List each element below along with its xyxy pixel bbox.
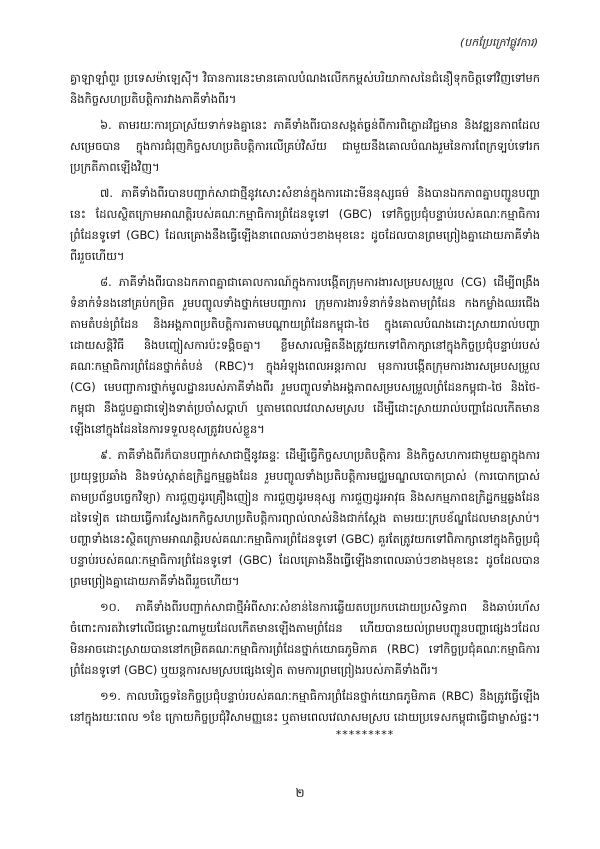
paragraph-intro: គ្វាឡាឡាំពួរ ប្រទេសម៉ាឡេស៊ី។ វិធានការនេះមានគោលបំណងលើកកម្ពស់បរិយាកាសនៃជំនឿទុកចិត្តទៅវិញទៅមក និងកិច្ចសហប្រតិបត្តិការវាងភាគីទាំងពីរ។ bbox=[70, 71, 540, 106]
paragraph-9: ៩. ភាគីទាំងពីរក៏បានបញ្ជាក់សាជាថ្មីនូវឆន្ទៈ ដើម្បីធ្វើកិច្ចសហប្រតិបត្តិការ និងកិច្ចសហការជាមួយគ្នាក្នុងការប្រយុទ្ធប្រឆាំង និងទប់ស្កាត់ឧក្រិដ្ឋកម្មឆ្លងដែន រួមបញ្ចូលទាំងប្រតិបត្តិការមជ្ឈមណ្ឌលបោកប្រាស់ (ការបោកប្រាស់តាមប្រព័ន្ធបច្ចេកវិទ្យា) ការជួញដូរគ្រឿងញៀន ការជួញដូរមនុស្ស ការជួញដូរអាវុធ និងសកម្មភាពឧក្រិដ្ឋកម្មឆ្លងដែនដទៃទៀត ដោយធ្វើការស្វែងរកកិច្ចសហប្រតិបត្តិការព្យាល់លាស់និងជាក់ស្តែង តាមរយៈក្របខ័ណ្ឌដែលមានស្រាប់។ បញ្ហាទាំងនេះស្ថិតក្រោមអាណត្តិរបស់គណៈកម្មាធិការព្រំដែនទូទៅ (GBC) គួរតែត្រូវយកទៅពិភាក្សានៅក្នុងកិច្ចប្រជុំបន្ទាប់របស់គណៈកម្មាធិការព្រំដែនទូទៅ (GBC) ដែលគ្រោងនឹងធ្វើឡើងនាពេលឆាប់ៗខាងមុខនេះ ដូចដែលបានព្រមព្រៀងគ្នាដោយភាគីទាំងពីររួចហើយ។ bbox=[70, 448, 540, 588]
paragraph-6: ៦. តាមរយៈការប្រាស្រ័យទាក់ទងគ្នានេះ ភាគីទាំងពីរបានសង្កត់ធ្ងន់ពីការពិភ្លោដវិជ្ជមាន និងវឌ្ឍនភាពដែលសម្រេចបាន ក្នុងការជំរុញកិច្ចសហប្រតិបត្តិការលើគ្រប់វិស័យ ជាមួយនឹងគោលបំណងរួមនៃការពែក្រទ្បប់ទៅរកប្រក្រតីភាពឡើងវិញ។ bbox=[70, 118, 540, 174]
paragraph-11: ១១. កាលបរិច្ឆេទនៃកិច្ចប្រជុំបន្ទាប់របស់គណៈកម្មាធិការព្រំដែនថ្នាក់យោធភូមិភាគ (RBC) នឹងត្រូវធ្វើឡើងនៅក្នុងរយៈពេល ១ខែ ក្រោយកិច្ចប្រជុំវិសាមញ្ញនេះ ឬតាមពេលវេលាសមស្រប ដោយប្រទេសកម្ពុជាធ្វើជាម្ចាស់ផ្ទះ។ bbox=[70, 689, 540, 724]
paragraph-10: ១០. ភាគីទាំងពីរបញ្ជាក់សាជាថ្មីអំពីសារៈសំខាន់នៃការឆ្លើយតបប្រកបដោយប្រសិទ្ធភាព និងឆាប់រហ័សចំពោះការតវ៉ាទៅលើជម្លោះណាមួយដែលកើតមានឡើងតាមព្រំដែន ហើយបានយល់ព្រមបញ្ជូនបញ្ហាផ្សេងៗដែលមិនអាចដោះស្រាយបាននៅកម្រិតគណៈកម្មាធិការព្រំដែនថ្នាក់យោធភូមិភាគ (RBC) ទៅកិច្ចប្រជុំគណៈកម្មាធិការព្រំដែនទូទៅ (GBC) ឬយន្តការសមស្របផ្សេងទៀត តាមការព្រមព្រៀងរបស់ភាគីទាំងពីរ។ bbox=[70, 600, 540, 677]
page-number: ២ bbox=[295, 786, 305, 800]
document-body bbox=[70, 68, 540, 745]
translation-note: (បកប្រែក្រៅផ្លូវការ) bbox=[460, 36, 538, 49]
paragraph-7: ៧. ភាគីទាំងពីរបានបញ្ជាក់សាជាថ្មីនូវសោះសំខាន់ក្នុងការដោះមីននុស្សធម៌ និងបានឯកភាពគ្នាបញ្ជូនបញ្ហានេះ ដែលស្ថិតក្រោមអាណត្តិរបស់គណៈកម្មាធិការព្រំដែនទូទៅ (GBC) ទៅកិច្ចប្រជុំបន្ទាប់របស់គណៈកម្មាធិការព្រំដែនទូទៅ (GBC) ដែលគ្រោងនឹងធ្វើឡើងនាពេលឆាប់ៗខាងមុខនេះ ដូចដែលបានព្រមព្រៀងគ្នាដោយភាគីទាំងពីររួចហើយ។ bbox=[70, 186, 540, 263]
end-separator: ********* bbox=[335, 728, 395, 741]
paragraph-8: ៨. ភាគីទាំងពីរបានឯកភាពគ្នាជាគោលការណ៍ក្នុងការបង្កើតក្រុមការងារសម្របសម្រួល (CG) ដើម្បីពង្រឹងទំនាក់ទំនងនៅគ្រប់កម្រិត រួមបញ្ចូលទាំងថ្នាក់មេបញ្ជាការ ក្រុមការងារទំនាក់ទំនងតាមព្រំដែន កងកម្លាំងឈរជើងតាមតំបន់ព្រំដែន និងអង្គភាពប្រតិបត្តិការតាមបណ្តាយព្រំដែនកម្ពុជា-ថៃ ក្នុងគោលបំណងដោះស្រាយរាល់បញ្ហាដោយសន្តិវិធី និងបញ្ចៀសការប៉ះទង្គិចគ្នា។ ខ្លឹមសារលម្អិតនឹងត្រូវយកទៅពិភាក្សានៅក្នុងកិច្ចប្រជុំបន្ទាប់របស់គណៈកម្មាធិការព្រំដែនថ្នាក់តំបន់ (RBC)។ ក្នុងអំឡុងពេលអន្តរកាល មុនការបង្កើតក្រុមការងារសម្របសម្រួល (CG) មេបញ្ជាការថ្នាក់មូលដ្ឋានរបស់ភាគីទាំងពីរ រួមបញ្ចូលទាំងអង្គភាពសម្របសម្រួលព្រំដែនកម្ពុជា-ថៃ និងថៃ-កម្ពុជា នឹងជួបគ្នាជាទៀងទាត់ប្រចាំសប្តាហ៍ ឬតាមពេលវេលាសមស្រប ដើម្បីដោះស្រាយរាល់បញ្ហាដែលកើតមានឡើងនៅក្នុងដែននៃការទទួលខុសត្រូវរបស់ខ្លួន។ bbox=[70, 275, 540, 436]
